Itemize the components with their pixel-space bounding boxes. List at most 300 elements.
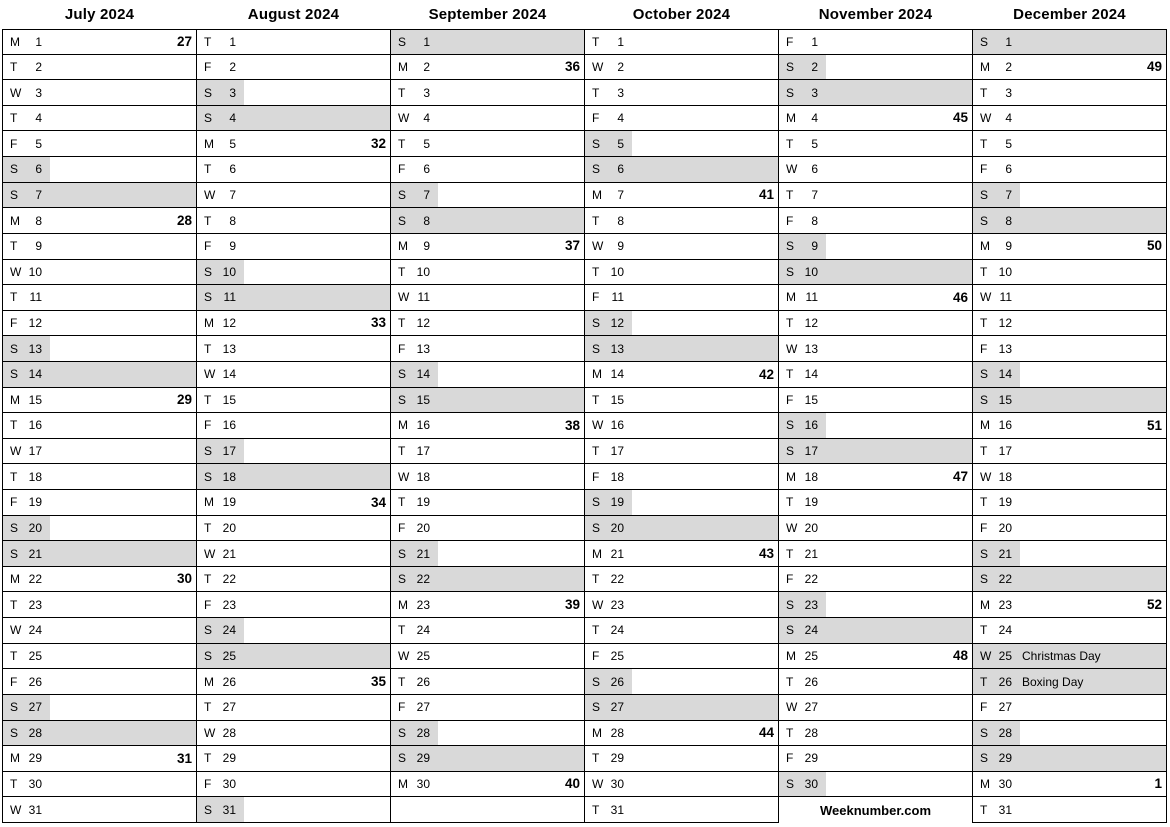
week-number: 37 — [564, 238, 580, 254]
day-cell — [972, 106, 1167, 132]
day-cell — [584, 464, 779, 490]
holiday-label: Christmas Day — [1022, 649, 1101, 663]
day-number: 24 — [804, 623, 818, 638]
day-cell — [584, 439, 779, 465]
day-letter: T — [980, 623, 988, 638]
day-letter: T — [10, 649, 18, 663]
day-cell — [390, 208, 585, 234]
month-grid — [390, 29, 585, 823]
day-cell — [196, 131, 391, 157]
day-number: 9 — [617, 239, 624, 254]
day-cell — [196, 80, 391, 106]
day-number: 30 — [610, 777, 624, 792]
day-letter: M — [204, 136, 214, 151]
day-cell — [778, 311, 973, 337]
day-number: 12 — [416, 316, 430, 331]
day-number: 21 — [416, 546, 430, 561]
day-letter: T — [398, 495, 406, 510]
day-number: 21 — [222, 546, 236, 561]
day-cell — [584, 285, 779, 311]
day-number: 30 — [804, 777, 818, 792]
day-number: 29 — [222, 751, 236, 766]
day-letter: T — [786, 546, 794, 561]
day-number: 6 — [1005, 162, 1012, 177]
day-letter: M — [398, 239, 408, 254]
day-cell — [778, 80, 973, 106]
day-number: 11 — [999, 290, 1012, 305]
day-letter: W — [10, 802, 22, 817]
day-cell — [778, 29, 973, 55]
day-number: 11 — [805, 290, 818, 305]
day-cell — [584, 80, 779, 106]
day-number: 18 — [416, 469, 430, 484]
day-letter: M — [398, 777, 408, 792]
day-number: 17 — [416, 444, 430, 459]
day-number: 28 — [222, 725, 236, 740]
day-cell — [584, 567, 779, 593]
week-number: 35 — [370, 673, 386, 689]
day-cell — [196, 746, 391, 772]
day-cell — [972, 772, 1167, 798]
day-letter: T — [786, 674, 794, 689]
day-number: 27 — [610, 700, 624, 715]
day-letter: S — [10, 367, 19, 382]
day-number: 7 — [423, 187, 430, 202]
day-number: 12 — [804, 316, 818, 331]
day-number: 29 — [610, 751, 624, 766]
day-number: 9 — [1005, 239, 1012, 254]
day-letter: M — [10, 392, 20, 407]
day-number: 13 — [222, 341, 236, 356]
day-cell — [584, 695, 779, 721]
day-number: 24 — [222, 623, 236, 638]
day-number: 1 — [35, 34, 42, 49]
day-cell — [584, 413, 779, 439]
month-grid — [972, 29, 1167, 823]
day-cell — [972, 413, 1167, 439]
day-letter: S — [786, 777, 795, 792]
day-letter: T — [592, 444, 600, 459]
day-cell — [196, 797, 391, 823]
day-cell — [778, 772, 973, 798]
day-letter: F — [592, 290, 600, 305]
day-cell — [778, 260, 973, 286]
day-cell — [2, 772, 197, 798]
day-cell — [2, 29, 197, 55]
day-letter: S — [980, 392, 989, 407]
day-letter: S — [592, 520, 601, 535]
week-number: 38 — [564, 417, 580, 433]
day-letter: F — [398, 162, 406, 177]
day-number: 20 — [804, 520, 818, 535]
day-letter: T — [10, 290, 18, 305]
day-letter: T — [786, 316, 794, 331]
month-title: December 2024 — [1013, 6, 1126, 23]
month-title: October 2024 — [632, 6, 731, 23]
day-cell — [196, 106, 391, 132]
day-cell — [778, 516, 973, 542]
week-number: 1 — [1154, 776, 1162, 792]
day-number: 30 — [222, 777, 236, 792]
day-letter: M — [398, 597, 408, 612]
day-cell — [390, 260, 585, 286]
day-number: 3 — [617, 85, 624, 100]
month-column — [778, 0, 973, 827]
holiday-label: Boxing Day — [1022, 674, 1084, 689]
day-letter: W — [980, 290, 992, 305]
day-letter: M — [786, 290, 796, 305]
day-number: 10 — [610, 264, 624, 279]
day-cell — [196, 362, 391, 388]
day-letter: S — [398, 213, 407, 228]
day-number: 14 — [804, 367, 818, 382]
day-letter: T — [204, 751, 212, 766]
day-number: 9 — [423, 239, 430, 254]
day-number: 28 — [610, 725, 624, 740]
day-number: 30 — [28, 777, 42, 792]
day-cell — [2, 388, 197, 414]
day-number: 10 — [804, 264, 818, 279]
day-letter: S — [592, 316, 601, 331]
day-letter: F — [980, 520, 988, 535]
day-number: 17 — [28, 444, 42, 459]
day-letter: M — [398, 59, 408, 74]
day-number: 30 — [416, 777, 430, 792]
day-number: 9 — [35, 239, 42, 254]
day-letter: T — [592, 213, 600, 228]
day-letter: F — [204, 777, 212, 792]
day-cell — [972, 567, 1167, 593]
day-number: 10 — [416, 264, 430, 279]
month-title: November 2024 — [818, 6, 933, 23]
day-letter: W — [786, 162, 798, 177]
day-letter: W — [10, 264, 22, 279]
day-letter: M — [980, 59, 990, 74]
day-letter: T — [398, 674, 406, 689]
day-cell — [972, 490, 1167, 516]
day-cell — [584, 746, 779, 772]
day-cell — [196, 695, 391, 721]
month-title: September 2024 — [428, 6, 547, 23]
day-cell — [196, 285, 391, 311]
day-letter: S — [10, 725, 19, 740]
day-letter: F — [980, 162, 988, 177]
day-letter: M — [398, 418, 408, 433]
day-number: 15 — [998, 392, 1012, 407]
day-number: 3 — [35, 85, 42, 100]
day-letter: S — [398, 367, 407, 382]
day-cell — [390, 157, 585, 183]
day-number: 19 — [222, 495, 236, 510]
day-cell — [196, 413, 391, 439]
day-cell — [390, 311, 585, 337]
day-cell — [2, 439, 197, 465]
day-letter: M — [786, 469, 796, 484]
day-number: 22 — [222, 572, 236, 587]
day-letter: S — [204, 111, 213, 126]
day-number: 2 — [811, 59, 818, 74]
day-number: 30 — [998, 777, 1012, 792]
day-number: 27 — [804, 700, 818, 715]
day-letter: T — [786, 136, 794, 151]
day-number: 12 — [28, 316, 42, 331]
day-letter: S — [398, 546, 407, 561]
day-letter: S — [786, 239, 795, 254]
week-number: 46 — [952, 289, 968, 305]
day-letter: M — [10, 213, 20, 228]
day-number: 27 — [416, 700, 430, 715]
day-number: 4 — [423, 111, 430, 126]
day-number: 17 — [804, 444, 818, 459]
day-cell — [972, 464, 1167, 490]
day-letter: F — [204, 418, 212, 433]
day-cell — [2, 644, 197, 670]
day-letter: F — [398, 520, 406, 535]
day-number: 20 — [416, 520, 430, 535]
day-letter: M — [592, 546, 602, 561]
day-number: 11 — [417, 290, 430, 305]
week-number: 29 — [176, 392, 192, 408]
day-number: 2 — [617, 59, 624, 74]
day-letter: S — [10, 700, 19, 715]
day-cell — [584, 131, 779, 157]
day-letter: F — [10, 316, 18, 331]
day-number: 7 — [617, 187, 624, 202]
day-cell — [972, 234, 1167, 260]
day-letter: S — [398, 187, 407, 202]
day-letter: T — [204, 162, 212, 177]
day-cell — [390, 439, 585, 465]
day-cell — [390, 464, 585, 490]
day-number: 31 — [28, 802, 42, 817]
day-cell — [972, 439, 1167, 465]
day-cell — [390, 669, 585, 695]
day-cell — [2, 157, 197, 183]
day-number: 23 — [610, 597, 624, 612]
day-cell — [390, 721, 585, 747]
day-cell — [196, 388, 391, 414]
day-letter: T — [980, 264, 988, 279]
day-cell — [972, 669, 1167, 695]
week-number: 33 — [370, 315, 386, 331]
day-number: 26 — [416, 674, 430, 689]
day-cell — [972, 336, 1167, 362]
day-cell — [778, 55, 973, 81]
day-number: 19 — [804, 495, 818, 510]
day-number: 26 — [998, 674, 1012, 689]
day-number: 25 — [28, 649, 42, 663]
day-cell — [584, 516, 779, 542]
day-cell — [584, 157, 779, 183]
day-cell — [584, 388, 779, 414]
day-number: 27 — [222, 700, 236, 715]
day-letter: S — [398, 34, 407, 49]
day-letter: T — [398, 316, 406, 331]
day-letter: M — [204, 674, 214, 689]
week-number: 43 — [758, 545, 774, 561]
day-letter: T — [398, 264, 406, 279]
day-number: 12 — [222, 316, 236, 331]
day-letter: T — [786, 367, 794, 382]
day-cell — [2, 695, 197, 721]
day-number: 9 — [811, 239, 818, 254]
day-letter: T — [10, 111, 18, 126]
month-column — [2, 0, 197, 827]
day-letter: S — [980, 367, 989, 382]
day-letter: S — [204, 264, 213, 279]
day-letter: S — [980, 213, 989, 228]
day-cell — [2, 80, 197, 106]
day-cell — [196, 336, 391, 362]
day-cell — [972, 285, 1167, 311]
day-cell — [972, 721, 1167, 747]
day-number: 20 — [998, 520, 1012, 535]
day-letter: S — [980, 572, 989, 587]
day-letter: W — [398, 469, 410, 484]
day-cell — [2, 669, 197, 695]
week-number: 49 — [1146, 59, 1162, 75]
day-cell — [778, 234, 973, 260]
day-number: 11 — [223, 290, 236, 305]
day-cell — [584, 772, 779, 798]
day-number: 28 — [804, 725, 818, 740]
day-number: 1 — [423, 34, 430, 49]
day-letter: T — [980, 802, 988, 817]
day-number: 24 — [416, 623, 430, 638]
day-cell — [584, 260, 779, 286]
day-cell — [972, 362, 1167, 388]
day-letter: S — [398, 751, 407, 766]
day-cell — [778, 746, 973, 772]
day-letter: F — [786, 34, 794, 49]
day-cell — [584, 336, 779, 362]
day-number: 26 — [610, 674, 624, 689]
day-cell — [972, 131, 1167, 157]
day-number: 29 — [998, 751, 1012, 766]
day-cell — [972, 592, 1167, 618]
day-cell — [584, 208, 779, 234]
day-number: 3 — [423, 85, 430, 100]
day-letter: F — [786, 572, 794, 587]
day-letter: T — [10, 597, 18, 612]
day-cell — [972, 644, 1167, 670]
day-number: 28 — [998, 725, 1012, 740]
weeknumber-brand-link[interactable]: Weeknumber.com — [819, 802, 932, 818]
day-cell — [390, 413, 585, 439]
day-letter: F — [980, 700, 988, 715]
day-letter: T — [592, 392, 600, 407]
day-number: 1 — [617, 34, 624, 49]
day-cell — [972, 208, 1167, 234]
day-number: 23 — [416, 597, 430, 612]
day-number: 15 — [222, 392, 236, 407]
day-number: 6 — [811, 162, 818, 177]
day-number: 4 — [617, 111, 624, 126]
day-letter: S — [592, 341, 601, 356]
day-cell — [972, 29, 1167, 55]
day-letter: M — [980, 239, 990, 254]
day-letter: F — [10, 674, 18, 689]
day-letter: T — [204, 392, 212, 407]
day-number: 18 — [222, 469, 236, 484]
day-number: 16 — [804, 418, 818, 433]
day-letter: S — [204, 623, 213, 638]
day-letter: S — [10, 341, 19, 356]
week-number: 32 — [370, 136, 386, 151]
day-number: 23 — [804, 597, 818, 612]
day-number: 3 — [811, 85, 818, 100]
day-number: 6 — [229, 162, 236, 177]
day-letter: S — [204, 649, 213, 663]
day-cell — [778, 157, 973, 183]
day-cell — [972, 183, 1167, 209]
day-number: 21 — [610, 546, 624, 561]
day-cell — [2, 567, 197, 593]
day-number: 27 — [998, 700, 1012, 715]
day-cell — [778, 336, 973, 362]
day-letter: W — [204, 367, 216, 382]
day-cell — [390, 29, 585, 55]
empty-day-cell — [390, 797, 585, 823]
day-letter: S — [398, 392, 407, 407]
day-letter: F — [398, 700, 406, 715]
day-letter: T — [204, 341, 212, 356]
day-letter: M — [980, 418, 990, 433]
day-cell — [972, 157, 1167, 183]
day-number: 22 — [610, 572, 624, 587]
day-letter: T — [204, 213, 212, 228]
day-number: 21 — [804, 546, 818, 561]
day-cell — [2, 721, 197, 747]
day-cell — [2, 464, 197, 490]
day-letter: M — [10, 751, 20, 766]
day-cell — [972, 618, 1167, 644]
day-letter: W — [204, 725, 216, 740]
day-cell — [2, 797, 197, 823]
day-letter: T — [980, 85, 988, 100]
day-cell — [2, 362, 197, 388]
day-letter: S — [592, 162, 601, 177]
week-number: 28 — [176, 212, 192, 228]
day-cell — [778, 721, 973, 747]
day-letter: F — [592, 469, 600, 484]
day-cell — [584, 721, 779, 747]
day-letter: T — [204, 34, 212, 49]
week-number: 40 — [564, 776, 580, 792]
day-number: 6 — [617, 162, 624, 177]
day-cell — [196, 208, 391, 234]
day-letter: S — [980, 751, 989, 766]
day-letter: W — [786, 520, 798, 535]
week-number: 34 — [370, 494, 386, 510]
day-cell — [2, 106, 197, 132]
day-letter: T — [786, 725, 794, 740]
day-number: 17 — [222, 444, 236, 459]
day-number: 2 — [1005, 59, 1012, 74]
day-number: 5 — [811, 136, 818, 151]
day-cell — [390, 592, 585, 618]
day-letter: S — [786, 59, 795, 74]
day-cell — [390, 106, 585, 132]
day-number: 14 — [998, 367, 1012, 382]
day-number: 19 — [998, 495, 1012, 510]
week-number: 39 — [564, 597, 580, 613]
day-letter: M — [980, 777, 990, 792]
day-number: 5 — [229, 136, 236, 151]
day-letter: T — [204, 700, 212, 715]
day-number: 15 — [28, 392, 42, 407]
day-letter: S — [786, 597, 795, 612]
